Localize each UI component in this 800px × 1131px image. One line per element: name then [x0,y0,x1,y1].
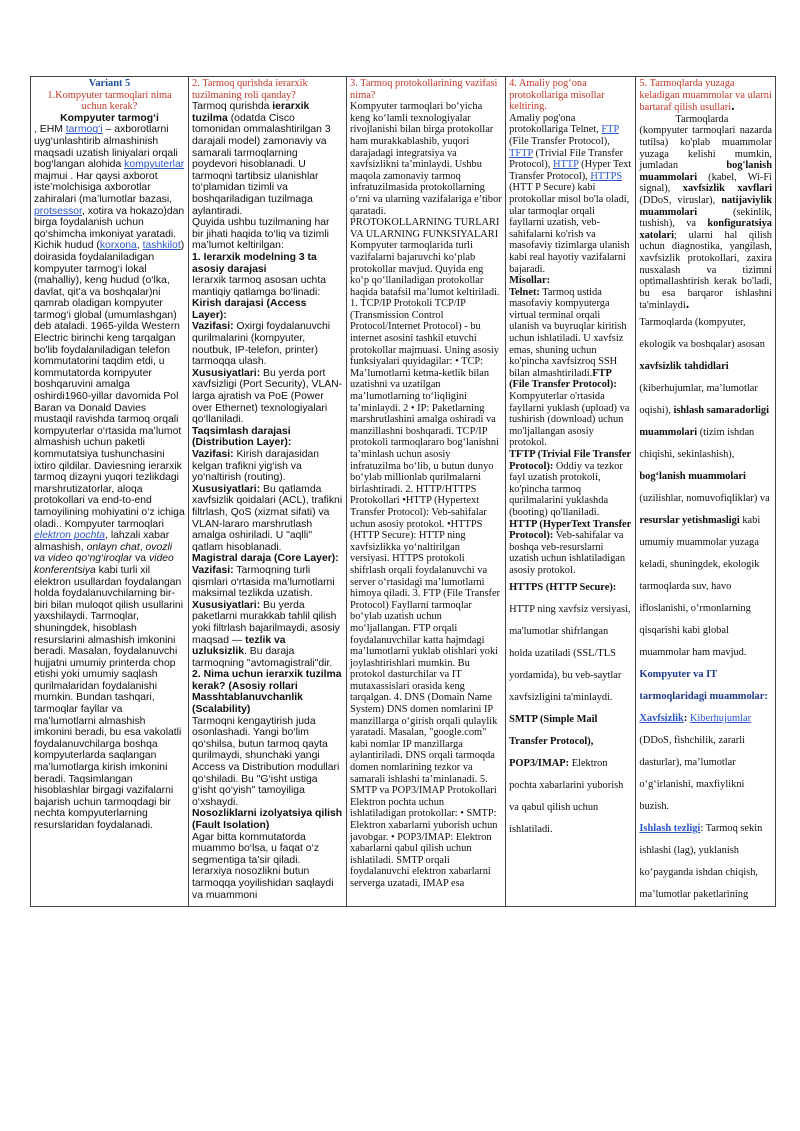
text-bold: natijaviylik muammolari [639,194,772,218]
answer-2-text [192,101,343,901]
text-span: (kiberhujumlar, ma’lumotlar oqishi), [639,382,758,416]
link-tftp[interactable]: TFTP [509,147,533,159]
text-span: Kirish darajasidan kelgan trafikni yig‘ish va yo‘naltirish (routing). [192,449,320,484]
spaced-block [509,577,632,841]
section-heading: Taqsimlash darajasi (Distribution Layer): [192,425,292,449]
text-span: (DDoS, viruslar), [639,194,722,206]
text-span: . Bu daraja tarmoqning "avtomagistrali"dir. [192,646,333,669]
text-span: (Hyper Text Transfer Protocol), [509,159,632,182]
text-bold: Vazifasi: [192,564,234,576]
text-span: (odatda Cisco tomonidan ommalashtirilgan 3 darajali model) zamonaviy va samarali tarmoqlarning poydevori hisoblanadi. U tarmoqni tartibsiz ulanishlar to‘plamidan tizimli va boshqariladigan tuzilmaga aylantiradi. [192,112,331,217]
text-italic: ovozli va video qo‘ng‘iroqlar [34,541,173,565]
text-span: – axborotlarni uyg‘unlashtirib almashinish maqsadi uzatish liniyalari orqali bog‘langan alohida [34,124,178,171]
text-bold: Xususiyatlari: [192,367,261,379]
text-span: , [139,541,146,553]
text-span: Kompyuter tarmoqlarida turli vazifalarni bajaruvchi ko‘plab protokollar mavjud. Quyida eng ko‘p qo‘llaniladigan protokollar haqida batafsil ma’lumot keltiriladi. 1. TCP/IP Protokoli TCP/IP (Transmission Control Protocol/Internet Protocol) - bu internet asosini tashkil etuvchi protokollar majmuasi. Uning asosiy funksiyalari quyidagilar: • TCP: Ma’lumotlarni ketma-ketlik bilan uzatishni va uzatilgan ma’lumotlarning to‘liqligini ta’minlaydi. 2 • IP: Paketlarning marshrutlashini amalga oshiradi va manzillashni boshqaradi. TCP/IP protokoli tarmoqlararo bog‘lanishni ta’minlash uchun asosiy infratuzilma bo‘lib, u butun dunyo bo‘ylab millionlab qurilmalarni birlashtiradi. 2. HTTP/HTTPS Protokollari •HTTP (Hypertext Transfer Protocol): Veb-sahifalar uchun asosiy protokol. •HTTPS (HTTP Secure): HTTP ning xavfsizlikka yo‘naltirilgan versiyasi. HTTPS protokoli shifrlash orqali foydalanuvchi va server o‘rtasidagi ma’lumotlarni himoya qiladi. 3. FTP (File Transfer Protocol) Fayllarni tarmoqlar bo‘ylab uzatish uchun mo‘ljallangan. FTP orqali foydalanuvchilar katta hajmdagi ma’lumotlarni yuklab olishlari yoki joylashtirishlari mumkin. Bu protokol dasturchilar va IT mutaxassislari orasida keng tarqalgan. 4. DNS (Domain Name System) DNS domen nomlarini IP manzillarga o‘girish orqali qulaylik yaratadi. Masalan, "google.com" kabi nomlar IP manzillarga aylantiriladi. DNS orqali tarmoqda domen nomlarining tezkor va samarali ishlashi ta’minlanadi. 5. SMTP va POP3/IMAP Protokollari Elektron pochta uchun ishlatiladigan protokollar: • SMTP: Elektron xabarlarni yuborish uchun javobgar. • POP3/IMAP: Elektron xabarlarni qabul qilish uchun ishlatiladi. SMTP orqali foydalanuvchi elektron xabarlarni serverga uzatadi, IMAP esa [350,240,501,889]
link-https[interactable]: HTTPS [590,170,623,182]
question-1-title: 1.Kompyuter tarmoqlari nima uchun kerak? [47,89,172,113]
text-span: : Tarmoq sekin ishlashi (lag), yuklanish ko‘payganda ishdan chiqish, ma’lumotlar paketlarining [639,822,763,900]
text-span: (kabel, Wi-Fi signal), [639,171,772,195]
text-span: (uzilishlar, nomuvofiqliklar) va [639,492,770,504]
variant-title: Variant 5 [88,78,131,89]
section-heading: 1. Ierarxik modelning 3 ta asosiy darajasi [192,251,317,275]
text-span: Oxirgi foydalanuvchi qurilmalarini (kompyuter, noutbuk, IP-telefon, printer) tarmoqqa ulash. [192,321,331,368]
text-bold: tezlik va uzluksizlik [192,634,286,658]
text-bold: konfiguratsiya xatolari [639,218,772,241]
column-4-cell [506,77,636,907]
text-bold: xavfsizlik tahdidlari [639,360,729,372]
text-bold: Vazifasi: [192,449,234,460]
section-heading: Magistral daraja (Core Layer): [192,553,339,565]
question-4-title: 4. Amaliy pog‘ona protokollariga misollar keltiring. [509,78,605,113]
text-bold: bog‘lanish muammolari [639,470,746,482]
text-bold: Xususiyatlari: [192,599,261,611]
link-elektron-pochta[interactable]: elektron pochta [34,530,106,542]
text-span: (HTT P Secure) kabi protokollar misol bo'la oladi, ular tarmoqlar orqali fayllarni uzatish, veb-sahifalarni ko'rish va masofaviy tizimlarga ulanish kabi real hayotiy vazifalarni bajaradi. [509,182,630,275]
text-span: Bu qatlamda xavfsizlik qoidalari (ACL), trafikni filtrlash, QoS (xizmat sifati) va VLAN-lararo marshrutlash amalga oshiriladi. U "aqlli" qatlam hisoblanadi. [192,483,343,553]
text-bold: FTP (File Transfer Protocol): [509,367,617,391]
paragraph: Ierarxik tarmoq asosan uchta mantiqiy qatlamga bo‘linadi: [192,275,327,298]
answers-table [30,76,776,907]
question-3-title: 3. Tarmoq protokollarining vazifasi nima? [350,78,498,101]
link-kompyuterlar[interactable]: kompyuterlar [124,159,185,171]
text-span: Elektron pochta xabarlarini yuborish va qabul qilish uchun ishlatiladi. [509,757,624,835]
text-span: Kompyuter tarmoqlari bo‘yicha keng ko‘lamli texnologiyalar rivojlanishi bilan birga protokollar ham murakkablashib, yuqori darajadagi integratsiya va xavfsizlikni ta’minlaydi. Ushbu maqola zamonaviy tarmoq infratuzilmasida protokollarning o‘rni va ularning vazifalariga e’tibor qaratadi. [350,101,502,217]
text-span: (DDoS, fishchilik, zararli dasturlar), ma’lumotlar o‘g‘irlanishi, maxfiylikni buzish. [639,734,746,812]
text-span: , EHM [34,124,66,136]
text-span: Veb-sahifalar va boshqa veb-resurslarni uzatish uchun ishlatiladigan asosiy protokol. [509,530,626,576]
text-span: , [136,240,143,252]
text-bold: bog'lanish muammolari [639,160,772,183]
text-span: HTTP ning xavfsiz versiyasi, ma'lumotlar shifrlangan holda uzatiladi (SSL/TLS yordamida), bu veb-saytlar xavfsizligini ta'minlaydi. [509,603,631,703]
text-span: (sekinlik, tushish), va [639,206,772,230]
text-bold: . [731,99,735,115]
section-heading: Nosozliklarni izolyatsiya qilish (Fault Isolation) [192,808,343,831]
link-protsessor[interactable]: protsessor [34,205,82,217]
text-italic: video konferentsiya [34,553,174,576]
text-bold: SMTP (Simple Mail Transfer Protocol), POP3/IMAP: [509,713,598,769]
paragraph: Agar bitta kommutatorda muammo bo‘lsa, u faqat o‘z segmentiga ta’sir qiladi. Ierarxiya nosozlikni butun tarmoqqa yoyilishidan saqlaydi va muammoni [192,831,334,901]
text-span: Tarmoq qurishda [192,101,273,113]
link-korxona[interactable]: korxona [99,240,137,252]
text-span: Bu yerda port xavfsizligi (Port Security), VLAN-larga ajratish va PoE (Power over Ethernet) texnologiyalari qo‘llaniladi. [192,367,343,426]
text-span: ) doirasida foydalaniladigan kompyuter tarmog‘i lokal (mahalliy), keng hudud (o‘lka, davlat, qit’a va boshqalar)ni qamrab oladigan kompyuter tarmog‘i global (umumlashgan) deb ataladi. 1965-yilda Western Electric birinchi keng tarqalgan bo'lib foydalaniladigan telefon kommutatorini taqdim etdi, u kommutatorda kompyuter boshqaruvini amalga oshirdi1960-yillar davomida Pol Baran va Donald Davies mustaqil ravishda tarmoq orqali kompyuterlar o‘rtasida ma’lumot almashish uchun paketli kommutatsiya tushunchasini ixtiro qildilar. Daviesning ierarxik tarmoq dizayni yuqori tezlikdagi marshrutizatorlar, aloqa protokollari va end-to-end tamoyilining mohiyatini o‘z ichiga oladi.. Kompyuter tarmoqlari [34,240,185,530]
text-span: ; ularni hal qilish uchun diagnostika, yangilash, xavfsizlik protokollari, zaxira nusxalash va tizimni optimallashtirish kerak bo'ladi, bu esa barqaror ishlashni ta'minlaydi [639,229,772,312]
text-span: Amaliy pog'ona protokollariga Telnet, [509,112,602,136]
text-span: va [132,553,149,565]
text-bold: Telnet: [509,286,540,298]
section-heading: PROTOKOLLARNING TURLARI VA ULARNING FUNKSIYALARI [350,217,500,240]
text-bold: TFTP (Trivial File Transfer Protocol): [509,449,631,472]
text-span: Tarmoqlarda (kompyuter, ekologik va boshqalar) asosan [639,316,765,350]
section-heading: 2. Nima uchun ierarxik tuzilma kerak? (Asosiy rollari [192,669,342,692]
text-bold: HTTP (HyperText Transfer Protocol): [509,518,632,542]
text-bold: xavfsizlik xavflari [682,183,772,195]
link-ishlash-tezligi[interactable]: Ishlash tezligi [639,822,701,834]
question-2-title: 2. Tarmoq qurishda ierarxik tuzilmaning roli qanday? [192,78,308,101]
text-span: (tizim ishdan chiqishi, sekinlashish), [639,426,755,460]
link-tarmoq[interactable]: tarmog‘i [65,124,103,136]
document-page [30,76,776,1056]
spaced-block [639,312,772,906]
text-span: (Trivial File Transfer Protocol), [509,147,623,171]
section-heading: Masshtablanuvchanlik (Scalability) [192,692,303,716]
column-1-cell [31,77,189,907]
text-italic: onlayn chat [86,541,140,553]
text-bold: . [685,297,690,313]
text-bold: resurslar yetishmasligi [639,514,740,526]
text-span: Oddiy va tezkor fayl uzatish protokoli, ko'pincha tarmoq qurilmalarini yuklashda (booting) qo'llaniladi. [509,460,623,518]
text-span: kabi turli xil elektron usullardan foydalangan holda foydalanuvchilarning bir-biri bilan muloqot qilish usullarini yaxshilaydi. Tarmoqlar, shuningdek, hisoblash resurslarini almashish imkonini beradi. Masalan, foydalanuvchi hujjatni umumiy printerda chop etishi yoki umumiy saqlash qurilmalaridan foydalanishi mumkin. Bundan tashqari, tarmoqlar fayllar va ma’lumotlarni almashish imkonini beradi, bu esa vakolatli foydalanuvchilarga boshqa kompyuterlarda saqlangan ma’lumotlarga kirish imkonini beradi. Taqsimlangan hisoblashlar birgagi vazifalarni bajarish uchun tarmoqdagi bir nechta kompyuterlarning resurslaridan foydalanadi. [34,564,184,831]
link-tashkilot[interactable]: tashkilot [142,240,181,252]
column-5-cell [636,77,776,907]
text-span: Tarmoqning turli qismlari o‘rtasida ma’lumotlarni maksimal tezlikda uzatish. [192,564,335,600]
text-span: majmui . Har qaysi axborot iste’molchisiga axborotlar zahiralari (ma’lumotlar bazasi, [34,170,173,205]
text-bold: Xususiyatlari: [192,483,261,495]
text-bold: HTTPS (HTTP Secure): [509,581,617,593]
text-bold: ierarxik tuzilma [192,101,310,124]
text-bold: ishlash samaradorligi muammolari [639,404,770,438]
text-span: Tarmoqlarda (kompyuter tarmoqlari nazarda tutilsa) ko'plab muammolar yuzaga kelishi mumkin, jumladan [639,113,772,172]
text-span: Bu yerda paketlarni murakkab tahlil qilish yoki filtrlash bajarilmaydi, asosiy maqsad — [192,599,340,646]
link-xavfsizlik[interactable]: Xavfsizlik [639,712,684,724]
answer-5-text [639,114,772,906]
lead-term: Kompyuter tarmog‘i [60,112,159,124]
column-3-cell [347,77,506,907]
answer-4-text [509,113,632,841]
text-span: (File Transfer Protocol), [509,135,610,147]
section-heading: Kirish darajasi (Access Layer): [192,298,307,321]
table-row [31,77,776,907]
paragraph: Tarmoqni kengaytirish juda osonlashadi. Yangi bo‘lim qo‘shilsa, butun tarmoq qayta qurilmaydi, shunchaki yangi Access va Distribution modullari qo‘shiladi. Bu "G‘isht ustiga g‘isht qo‘yish" tamoyiliga o‘xshaydi. [192,715,340,808]
text-bold: Vazifasi: [192,321,234,333]
answer-1-text [34,113,185,832]
text-span: kabi umumiy muammolar yuzaga keladi, shuningdek, ekologik tarmoqlarda suv, havo ifloslanishi, o‘rmonlarning qisqarishi kabi global muammolar ham mavjud. [639,514,761,658]
question-5-title [639,78,772,114]
section-heading: Kompyuter va IT tarmoqlaridagi muammolar: [639,668,768,702]
column-2-cell [189,77,347,907]
section-heading: Misollar: [509,275,551,287]
answer-3-text [350,101,502,889]
text-bold: : [683,712,690,724]
text-span: 5. Tarmoqlarda yuzaga keladigan muammolar va ularni bartaraf qilish usullari [639,78,772,114]
link-ftp[interactable]: FTP [601,124,619,136]
text-span: Tarmoq ustida masofaviy kompyuterga virtual terminal orqali ulanish va buyruqlar kiritish uchun ishlatiladi. U xavfsiz emas, shuning uchun ko'pincha xavfsizroq SSH bilan almashtiriladi. [509,286,627,379]
text-span: , xotira va hokazo)dan birga foydalanish uchun qo‘shimcha imkoniyat yaratadi. Kichik hudud ( [34,205,185,252]
text-span: , lahzali xabar almashish, [34,530,170,553]
link-kiberhujumlar[interactable]: Kiberhujumlar [689,712,752,724]
paragraph: Quyida ushbu tuzilmaning har bir jihati haqida to‘liq va tizimli ma’lumot keltirilgan: [192,217,330,252]
link-http[interactable]: HTTP [552,159,579,171]
text-span: Kompyuterlar o'rtasida fayllarni yuklash (upload) va tushirish (download) uchun mo'ljallangan asosiy protokol. [509,391,630,449]
